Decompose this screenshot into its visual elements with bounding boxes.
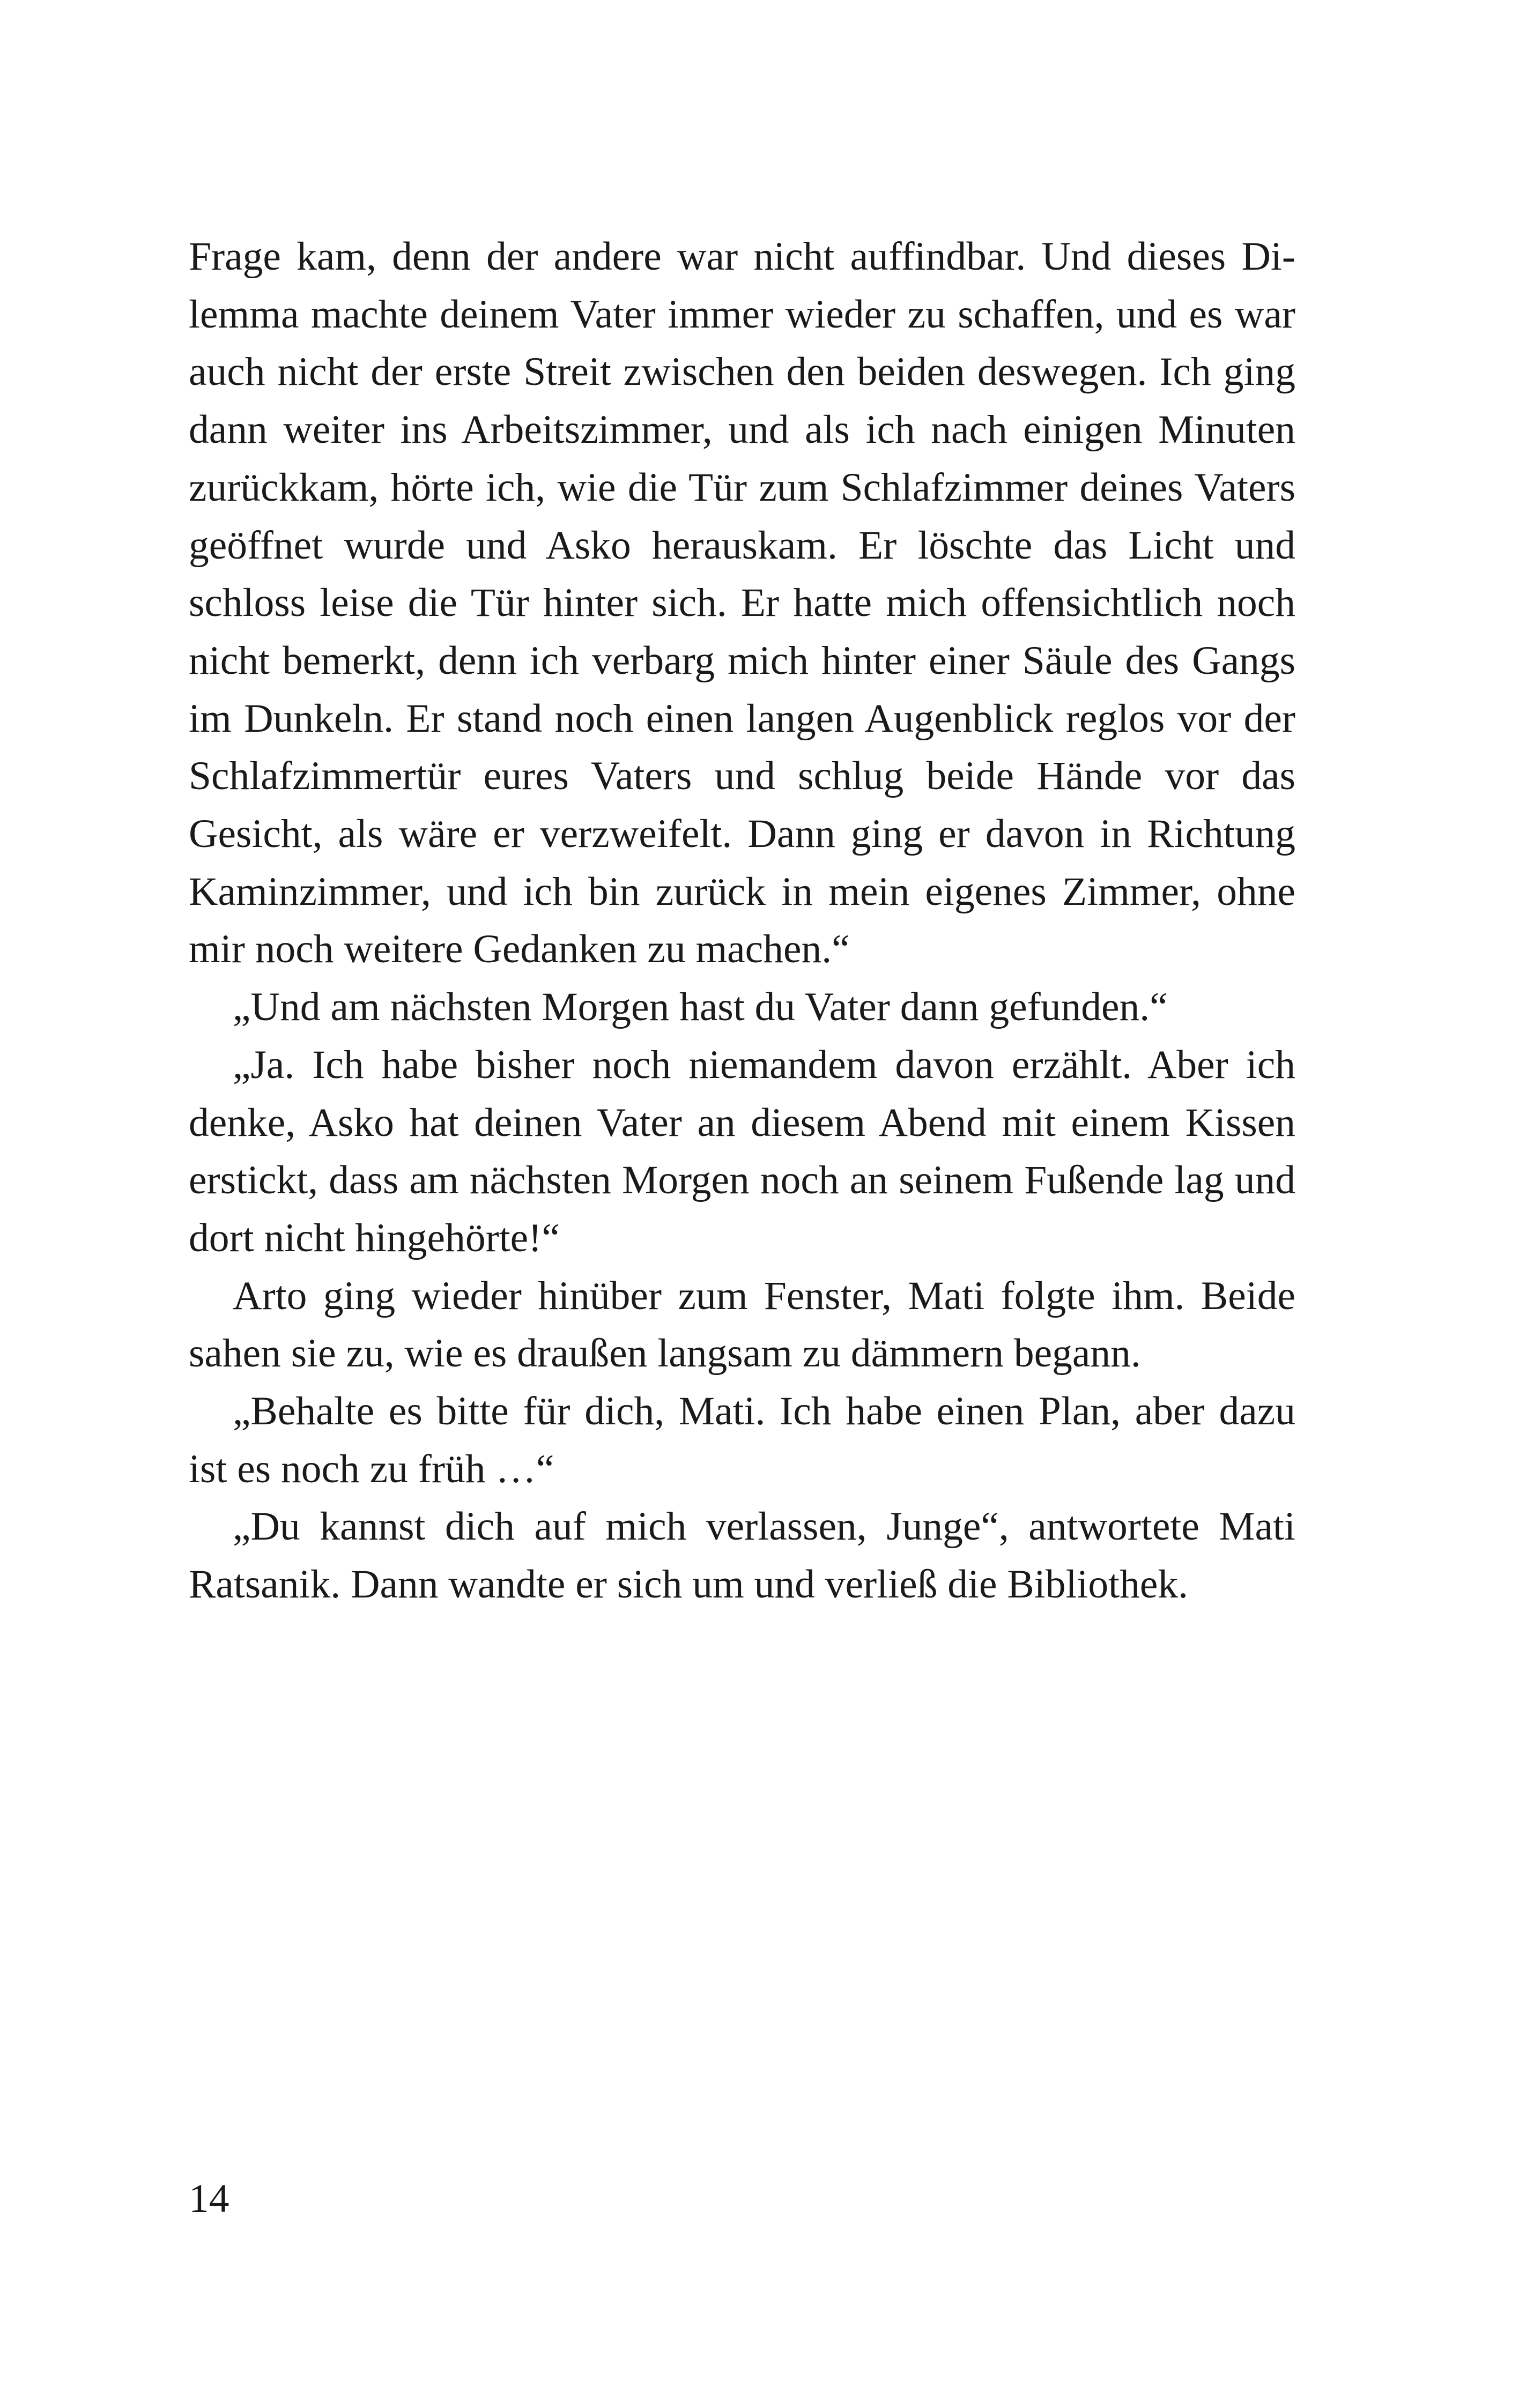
page-number: 14 bbox=[189, 2176, 229, 2221]
body-text bbox=[189, 228, 1295, 1614]
paragraph: „Ja. Ich habe bisher noch niemandem davon erzählt. Aber ich denke, Asko hat deinen Vater an diesem Abend mit einem Kissen erstickt, dass am nächsten Morgen noch an seinem Fußende lag und dort nicht hingehörte!“ bbox=[189, 1042, 1295, 1260]
paragraph: „Du kannst dich auf mich verlassen, Junge“, antwortete Mati Ratsanik. Dann wandte er sich um und verließ die Bibliothek. bbox=[189, 1504, 1295, 1607]
paragraph: „Behalte es bitte für dich, Mati. Ich habe einen Plan, aber dazu ist es noch zu früh …“ bbox=[189, 1389, 1295, 1491]
paragraph: Arto ging wieder hinüber zum Fenster, Mati folgte ihm. Beide sahen sie zu, wie es draußen langsam zu dämmern begann. bbox=[189, 1273, 1295, 1376]
paragraph: Frage kam, denn der andere war nicht auffindbar. Und dieses Dilemma machte deinem Vater immer wieder zu schaffen, und es war auch nicht der erste Streit zwischen den beiden deswegen. Ich ging dann weiter ins Arbeitszimmer, und als ich nach einigen Minuten zurückkam, hörte ich, wie die Tür zum Schlafzimmer deines Vaters geöffnet wurde und Asko herauskam. Er löschte das Licht und schloss leise die Tür hinter sich. Er hatte mich offensichtlich noch nicht bemerkt, denn ich verbarg mich hinter einer Säule des Gangs im Dunkeln. Er stand noch einen langen Augenblick reglos vor der Schlafzimmertür eures Vaters und schlug beide Hände vor das Gesicht, als wäre er verzweifelt. Dann ging er davon in Richtung Kaminzimmer, und ich bin zurück in mein eigenes Zimmer, ohne mir noch weitere Gedanken zu machen.“ bbox=[189, 234, 1295, 972]
paragraph: „Und am nächsten Morgen hast du Vater dann gefunden.“ bbox=[233, 985, 1168, 1030]
